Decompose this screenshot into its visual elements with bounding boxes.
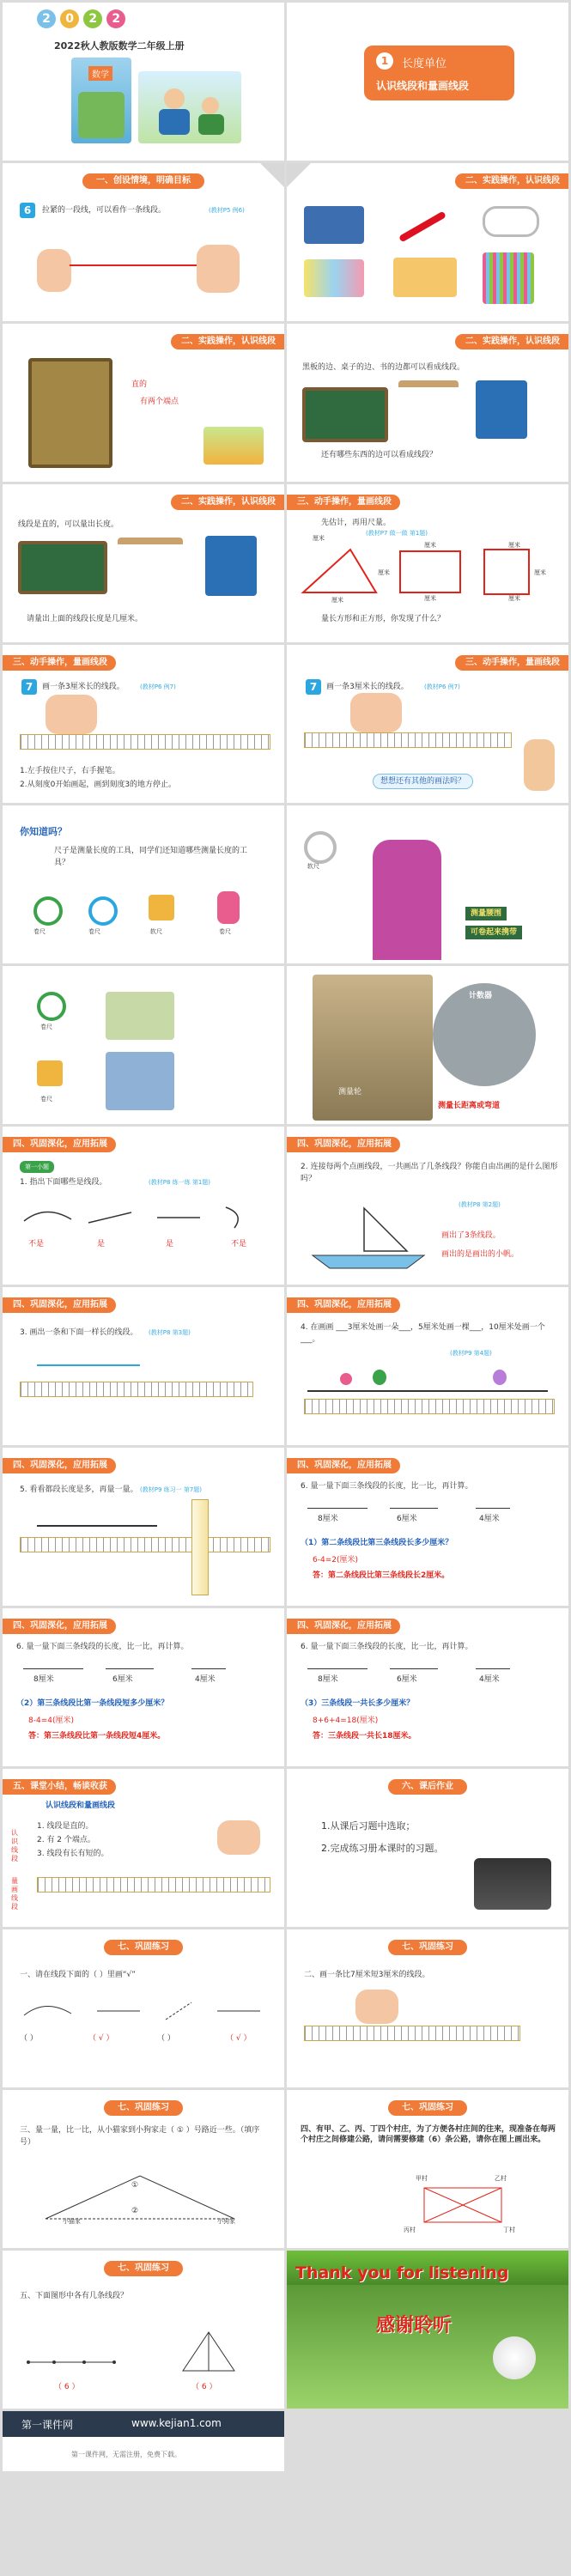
year-digits [37, 9, 131, 32]
unit-name: 长度单位 [402, 58, 447, 70]
slide-text: 三、量一量，比一比，从小猫家到小狗家走（ ① ）号路近一些。（填序号） [20, 2126, 260, 2147]
measure-label: 厘米 [424, 542, 436, 549]
slide-header: 七、巩固练习 [104, 2261, 183, 2276]
step-1: 1.左手按住尺子，右手握笔。 [20, 767, 120, 775]
eraser-picture [393, 258, 457, 297]
measure-label: 厘米 [508, 595, 520, 602]
paperclip-picture [483, 206, 539, 237]
slide-unit-title [287, 3, 568, 161]
slide-text: 6. 量一量下面三条线段的长度，比一比，再计算。 [301, 1482, 473, 1491]
slide-thanks [287, 2251, 568, 2409]
horizontal-ruler [20, 1537, 270, 1552]
textbook-ref: (教材P8 第2题) [459, 1201, 501, 1208]
textbook-ref: (教材P7 做一做 第1题) [366, 530, 428, 537]
slide-header: 四、巩固深化，应用拓展 [287, 1297, 400, 1313]
calculation: 8+6+4=18(厘米) [313, 1716, 379, 1725]
slide-header: 四、巩固深化，应用拓展 [3, 1137, 116, 1152]
graduation-cap-picture [474, 1858, 551, 1910]
slide-text: 黑板的边、桌子的边、书的边都可以看成线段。 [302, 363, 465, 372]
measure-label: 厘米 [313, 535, 325, 542]
chalk-picture [304, 259, 364, 297]
question-text: 量长方形和正方形，你发现了什么？ [321, 615, 446, 623]
straws-picture [483, 252, 534, 304]
tool-label: 卷尺 [88, 928, 100, 935]
answer: 是 [166, 1240, 174, 1249]
worker-picture [106, 1052, 174, 1110]
slide-text: 6. 量一量下面三条线段的长度，比一比，再计算。 [301, 1643, 473, 1651]
footer-bar [3, 2411, 284, 2437]
child-measuring-picture [217, 891, 240, 924]
use-label: 测量腰围 [465, 907, 507, 920]
summary-item: 2. 有 2 个端点。 [37, 1836, 95, 1844]
answer: （ 6 ） [54, 2383, 80, 2391]
route-number: ① [131, 2181, 139, 2190]
answer: 是 [97, 1240, 106, 1249]
counter-label: 计数器 [469, 992, 493, 1000]
hand-picture [355, 1990, 398, 2024]
hand-picture [217, 1820, 260, 1855]
book-cover-picture [476, 380, 527, 439]
slide-header: 七、巩固练习 [388, 2100, 467, 2116]
slide-15 [3, 1127, 284, 1285]
village-label: 乙村 [495, 2175, 507, 2182]
slide-10 [287, 645, 568, 803]
tape-measure-picture [149, 895, 174, 920]
thanks-chinese: 感谢聆听 [376, 2315, 453, 2336]
measure-label: 厘米 [331, 597, 343, 604]
slide-header: 二、实践操作，认识线段 [455, 334, 568, 349]
textbook-ref: (教材P8 练一练 第1题) [149, 1179, 211, 1186]
question-text: 请量出上面的线段长度是几厘米。 [27, 615, 143, 623]
vertical-ruler [191, 1499, 209, 1595]
slide-3 [3, 163, 284, 321]
measure-label: 厘米 [424, 595, 436, 602]
green-tag: 第一小题 [20, 1161, 54, 1173]
slide-text: 6. 量一量下面三条线段的长度，比一比，再计算。 [16, 1643, 189, 1651]
slide-text: 4. 在画画 ___3厘米处画一朵___，5厘米处画一棵___，10厘米处画一个___。 [301, 1323, 545, 1344]
slide-text: 五、下面图形中各有几条线段？ [20, 2292, 129, 2300]
measure-label: 厘米 [378, 569, 390, 576]
flower-picture [340, 1373, 352, 1385]
slide-header: 三、动手操作，量画线段 [287, 495, 400, 510]
answer-box[interactable]: （ √ ） [226, 2034, 252, 2043]
slide-header: 七、巩固练习 [104, 1940, 183, 1955]
slide-17 [3, 1287, 284, 1445]
property-endpoints: 有两个端点 [140, 398, 179, 406]
slide-header: 四、巩固深化，应用拓展 [287, 1458, 400, 1473]
slide-text: 5. 看看都段长度是多，再量一量。 [20, 1485, 138, 1494]
slide-21 [3, 1608, 284, 1766]
slide-20 [287, 1448, 568, 1606]
measure-label: 厘米 [508, 542, 520, 549]
segment-1 [307, 1668, 368, 1669]
slide-5 [3, 324, 284, 482]
hand-picture [46, 695, 97, 734]
slide-28 [287, 2090, 568, 2248]
pencil-picture [398, 211, 446, 243]
footer-note: 第一课件网，无需注册，免费下载。 [71, 2451, 181, 2458]
blackboard-picture [18, 541, 107, 594]
question: （2）第三条线段比第一条线段短多少厘米？ [16, 1699, 169, 1708]
answer-1: 画出了3条线段。 [441, 1231, 501, 1240]
slide-text: 尺子是测量长度的工具，同学们还知道哪些测量长度的工具？ [54, 847, 248, 867]
ruler [304, 2026, 520, 2041]
segments-figure [20, 1204, 269, 1230]
question-text: 还有哪些东西的边可以看成线段？ [321, 451, 438, 459]
measure-label: 厘米 [534, 569, 546, 576]
slide-8 [287, 484, 568, 642]
feature-label: 可卷起来携带 [465, 926, 522, 939]
village-label: 甲村 [416, 2175, 428, 2182]
tape-picture [88, 896, 118, 926]
line-segment [307, 1390, 548, 1392]
question: （1）第二条线段比第三条线段长多少厘米？ [301, 1539, 453, 1547]
slide-16 [287, 1127, 568, 1285]
cat-home-label: 小猫家 [63, 2218, 81, 2225]
soft-ruler-picture [304, 831, 337, 864]
sailboat-figure [304, 1204, 433, 1273]
year-digit: 2 [37, 9, 56, 28]
slide-text: 1. 指出下面哪些是线段。 [20, 1178, 107, 1187]
rectangle-shape [400, 551, 460, 592]
cover-label: 数学 [88, 66, 112, 81]
site-url[interactable]: www.kejian1.com [131, 2417, 222, 2429]
property-straight: 直的 [131, 380, 148, 389]
field-picture [313, 975, 433, 1121]
segments-figure [20, 1998, 269, 2024]
slide-14 [287, 966, 568, 1124]
slide-header: 三、动手操作，量画线段 [3, 655, 116, 671]
thread-segment [70, 264, 198, 266]
slide-text: 拉紧的一段线，可以看作一条线段。 [42, 206, 167, 215]
unit-number-badge: 1 [376, 52, 393, 70]
slide-header: 七、巩固练习 [388, 1940, 467, 1955]
textbook-ref: (教材P5 例6) [209, 207, 245, 214]
village-diagram [416, 2179, 510, 2231]
calculation: 6-4=2(厘米) [313, 1556, 358, 1564]
tape-picture [37, 992, 66, 1021]
cover-illustration [78, 92, 125, 138]
year-digit: 0 [60, 9, 79, 28]
blackboard-picture [302, 387, 388, 442]
slide-header: 四、巩固深化，应用拓展 [287, 1619, 400, 1634]
tape-measure-picture [37, 1060, 63, 1086]
length-label: 8厘米 [318, 1515, 338, 1523]
textbook-cover [71, 58, 131, 143]
site-name: 第一课件网 [21, 2419, 74, 2431]
length-label: 4厘米 [479, 1515, 500, 1523]
answer: 答：第三条线段比第一条线段短4厘米。 [28, 1732, 166, 1741]
slide-4 [287, 163, 568, 321]
calculation: 8-4=4(厘米) [28, 1716, 74, 1725]
slide-12 [287, 805, 568, 963]
textbook-ref: (教材P9 练习一 第7题) [140, 1486, 203, 1493]
slide-text: 画一条3厘米长的线段。 [42, 683, 125, 691]
dandelion-picture [493, 2336, 536, 2379]
village-label: 丁村 [503, 2227, 515, 2233]
title-box [364, 46, 514, 100]
slide-13 [3, 966, 284, 1124]
ruler [304, 732, 512, 748]
slide-header: 二、实践操作，认识线段 [171, 334, 284, 349]
book-cover-picture [205, 536, 257, 596]
answer: 不是 [28, 1240, 45, 1249]
dog-home-label: 小狗家 [217, 2218, 235, 2225]
segment-2 [390, 1668, 438, 1669]
slide-text: 3. 画出一条和下面一样长的线段。 [20, 1328, 138, 1337]
figures-diagram [20, 2328, 269, 2379]
length-label: 8厘米 [33, 1675, 54, 1684]
slide-24 [287, 1769, 568, 1927]
summary-item: 3. 线段有长有短的。 [37, 1850, 109, 1858]
slide-cover [3, 3, 284, 161]
slide-text: 四、有甲、乙、丙、丁四个村庄，为了方便各村庄间的往来，现准备在每两个村庄之间修建公路，请问需要修建（6）条公路，请你在图上画出来。 [301, 2125, 556, 2144]
homework-item: 2.完成练习册本课时的习题。 [321, 1843, 444, 1854]
textbook-ref: (教材P9 第4题) [450, 1350, 492, 1357]
tool-label: 卷尺 [40, 1096, 52, 1103]
slide-11 [3, 805, 284, 963]
classroom-picture [106, 992, 174, 1040]
slide-header: 四、巩固深化，应用拓展 [3, 1458, 116, 1473]
slide-text: 先估计，再用尺量。 [321, 519, 392, 527]
year-digit: 2 [106, 9, 125, 28]
answer: 不是 [231, 1240, 247, 1249]
desk-picture [118, 538, 183, 599]
tree-picture [373, 1370, 386, 1385]
slide-text: 二、画一条比7厘米短3厘米的线段。 [304, 1971, 430, 1979]
slide-26 [287, 1929, 568, 2087]
year-digit: 2 [83, 9, 102, 28]
ruler [20, 1382, 253, 1397]
slide-header: 二、实践操作，认识线段 [455, 173, 568, 189]
summary-item: 1. 线段是直的。 [37, 1822, 94, 1831]
tape-picture [33, 896, 63, 926]
slide-25 [3, 1929, 284, 2087]
left-hand [37, 249, 71, 292]
length-label: 6厘米 [397, 1515, 417, 1523]
ruler [37, 1877, 270, 1893]
wheel-label: 测量轮 [338, 1088, 362, 1097]
example-number: 6 [20, 203, 35, 218]
slide-header: 三、动手操作，量画线段 [455, 655, 568, 671]
answer-box[interactable]: （ ） [157, 2034, 175, 2043]
length-label: 8厘米 [318, 1675, 338, 1684]
hand-picture [350, 693, 402, 732]
segment-3 [476, 1668, 510, 1669]
tool-label: 软尺 [307, 863, 319, 870]
slide-header: 二、实践操作，认识线段 [171, 495, 284, 510]
slide-header: 四、巩固深化，应用拓展 [287, 1137, 400, 1152]
slide-text: 画一条3厘米长的线段。 [326, 683, 409, 691]
slide-text: 线段是直的，可以量出长度。 [18, 520, 119, 529]
slide-18 [287, 1287, 568, 1445]
side-label-measure: 量画线段 [11, 1877, 18, 1911]
slide-22 [287, 1608, 568, 1766]
slide-header: 一、创设情境，明确目标 [82, 173, 204, 189]
answer: 答：三条线段一共长18厘米。 [313, 1732, 416, 1741]
person-measuring-picture [373, 840, 441, 960]
homework-item: 1.从课后习题中选取； [321, 1820, 416, 1832]
tool-label: 卷尺 [40, 1024, 52, 1030]
length-label: 4厘米 [195, 1675, 216, 1684]
book-title: 2022秋人教版数学二年级上册 [54, 40, 185, 52]
slide-header: 四、巩固深化，应用拓展 [3, 1619, 116, 1634]
triangle-shape [303, 550, 376, 592]
thought-bubble: 想想还有其他的画法吗？ [373, 774, 473, 789]
tool-label: 软尺 [150, 928, 162, 935]
village-label: 丙村 [404, 2227, 416, 2233]
balloon-picture [493, 1370, 507, 1385]
route-number: ② [131, 2207, 139, 2215]
answer-box[interactable]: （ ） [20, 2034, 38, 2043]
segment-1 [23, 1668, 83, 1669]
book-picture [28, 358, 112, 468]
side-label-recognize: 认识线段 [11, 1829, 18, 1862]
segment-1 [37, 1525, 157, 1527]
ruler [304, 1399, 555, 1414]
slide-6 [287, 324, 568, 482]
desk-picture [398, 380, 459, 440]
footer-card [3, 2411, 284, 2471]
textbook-ref: (教材P8 第3题) [149, 1329, 191, 1336]
segment-1 [307, 1508, 368, 1509]
segment-3 [476, 1508, 510, 1509]
answer: 答：第二条线段比第三条线段长2厘米。 [313, 1571, 450, 1580]
tool-label: 卷尺 [219, 928, 231, 935]
slide-9 [3, 645, 284, 803]
slide-7 [3, 484, 284, 642]
slide-29 [3, 2251, 284, 2409]
books-stack-picture [203, 427, 264, 465]
answer-2: 画出的是画出的小帆。 [441, 1250, 519, 1259]
children-illustration [138, 71, 241, 143]
square-shape [484, 550, 529, 594]
answer: （ 6 ） [191, 2383, 217, 2391]
slide-19 [3, 1448, 284, 1606]
segment-3 [191, 1668, 226, 1669]
step-2: 2.从刻度0开始画起，画到刻度3的地方停止。 [20, 781, 177, 789]
length-label: 6厘米 [112, 1675, 133, 1684]
segment-2 [390, 1508, 438, 1509]
stapler-picture [304, 206, 364, 244]
slide-text: 2. 连接每两个点画线段，一共画出了几条线段？你能自由出画的是什么图形吗？ [301, 1163, 558, 1183]
slide-header: 四、巩固深化，应用拓展 [3, 1297, 116, 1313]
question: （3）三条线段一共长多少厘米？ [301, 1699, 415, 1708]
slide-text: 一、请在线段下面的（ ）里画“√” [20, 1971, 136, 1979]
right-hand [197, 245, 240, 293]
slide-header: 五、课堂小结，畅谈收获 [3, 1779, 116, 1795]
example-number: 7 [21, 679, 37, 695]
slide-header: 七、巩固练习 [104, 2100, 183, 2116]
slide-header: 六、课后作业 [388, 1779, 467, 1795]
thanks-english: Thank you for listening [295, 2263, 509, 2282]
reference-segment [37, 1364, 140, 1366]
textbook-ref: (教材P6 例7) [424, 683, 460, 690]
slide-title: 你知道吗？ [20, 826, 67, 837]
segment-2 [106, 1668, 154, 1669]
ruler [20, 734, 270, 750]
textbook-ref: (教材P6 例7) [140, 683, 176, 690]
child-picture [524, 739, 555, 791]
length-label: 4厘米 [479, 1675, 500, 1684]
lesson-name: 认识线段和量画线段 [376, 80, 470, 92]
length-label: 6厘米 [397, 1675, 417, 1684]
usage-label: 测量长距离或弯道 [438, 1102, 501, 1110]
summary-title: 认识线段和量画线段 [46, 1801, 116, 1810]
answer-box[interactable]: （ √ ） [88, 2034, 114, 2043]
slide-27 [3, 2090, 284, 2248]
slide-23 [3, 1769, 284, 1927]
example-number: 7 [306, 679, 321, 695]
tool-label: 卷尺 [33, 928, 46, 935]
